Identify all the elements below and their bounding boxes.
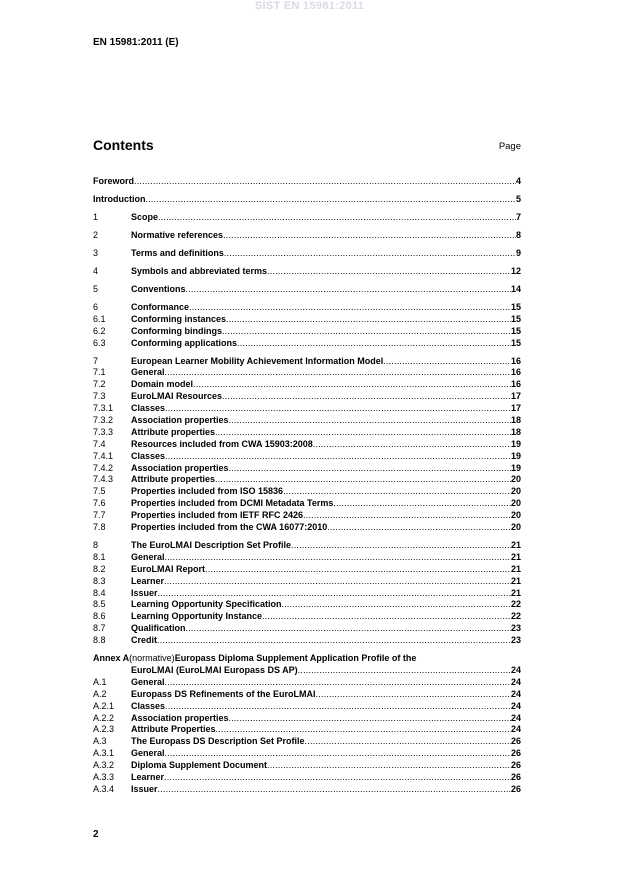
toc-entry-number: 7.3.3 [93, 426, 114, 437]
toc-entry-page: 20 [510, 498, 521, 509]
toc-entry-number: A.3.4 [93, 783, 115, 794]
toc-entry-number: A.2.2 [93, 712, 115, 723]
toc-entry[interactable] [93, 338, 521, 350]
toc-entry-page: 18 [510, 415, 521, 425]
toc-entry[interactable] [93, 427, 521, 439]
toc-entry-title: European Learner Mobility Achievement Information Model [131, 355, 384, 366]
toc-entry[interactable] [93, 623, 521, 635]
toc-entry-title: Europass DS Refinements of the EuroLMAI [131, 688, 316, 699]
toc-entry-title: Association properties [131, 712, 229, 723]
toc-entry-number: A.3 [93, 736, 107, 747]
toc-entry[interactable] [93, 677, 521, 689]
annex-heading[interactable] [93, 653, 521, 665]
toc-entry-title: Association properties [131, 462, 229, 473]
toc-entry-title: Learner [131, 575, 165, 586]
toc-entry-title: Properties included from the CWA 16077:2010 [131, 522, 328, 533]
toc-entry-page: 22 [510, 599, 521, 610]
toc-entry-number: 7.1 [93, 367, 106, 378]
toc-entry[interactable] [93, 772, 521, 784]
toc-entry-title: Domain model [131, 379, 194, 390]
annex-heading-continued[interactable] [93, 665, 521, 677]
toc-entry-number: 7.4.1 [93, 450, 114, 461]
toc-entry[interactable] [93, 302, 521, 314]
toc-entry-title: Conventions [131, 283, 186, 294]
toc-entry[interactable] [93, 230, 521, 242]
toc-entry[interactable] [93, 486, 521, 498]
toc-entry-page: 23 [510, 635, 521, 646]
toc-entry-page: 24 [510, 712, 521, 723]
toc-entry-title: General [131, 551, 165, 562]
toc-entry-page: 9 [515, 247, 521, 258]
contents-heading: Contents [93, 137, 154, 153]
toc-entry-page: 26 [510, 736, 521, 747]
toc-entry-title: General [131, 748, 165, 759]
page-number: 2 [93, 829, 99, 840]
toc-entry-page: 20 [510, 522, 521, 533]
toc-entry-number: A.3.3 [93, 772, 115, 783]
toc-entry-title: Association properties [131, 415, 229, 425]
toc-entry[interactable] [93, 176, 521, 188]
toc-entry-number: A.2.1 [93, 700, 115, 711]
toc-entry-number: 8.5 [93, 599, 106, 610]
toc-entry[interactable] [93, 588, 521, 600]
toc-entry-page: 20 [510, 474, 521, 485]
toc-entry[interactable] [93, 576, 521, 588]
toc-entry-title: EuroLMAI Resources [131, 391, 223, 402]
toc-entry-number: 7 [93, 355, 99, 366]
toc-entry-title: Qualification [131, 623, 186, 634]
toc-entry[interactable] [93, 498, 521, 510]
toc-entry-title: Diploma Supplement Document [131, 760, 268, 771]
toc-entry-page: 22 [510, 611, 521, 622]
toc-entry[interactable] [93, 784, 521, 796]
toc-entry-number: 5 [93, 283, 99, 294]
toc-entry-page: 19 [510, 462, 521, 473]
toc-entry-number: 1 [93, 211, 99, 222]
toc-entry-page: 20 [510, 486, 521, 497]
toc-entry-number: A.1 [93, 676, 107, 687]
toc-entry-title: Conformance [131, 301, 190, 312]
toc-entry-title: Classes [131, 450, 166, 461]
toc-entry-number: 7.3.2 [93, 415, 114, 425]
toc-entry-page: 15 [510, 325, 521, 336]
toc-entry-page: 7 [515, 211, 521, 222]
toc-entry[interactable] [93, 367, 521, 379]
toc-entry-title: Properties included from DCMI Metadata Terms [131, 498, 334, 509]
toc-entry-page: 18 [510, 426, 521, 437]
toc-entry-page: 23 [510, 623, 521, 634]
toc-entry[interactable] [93, 326, 521, 338]
toc-entry-number: 3 [93, 247, 99, 258]
document-id: EN 15981:2011 (E) [93, 37, 179, 48]
toc-entry-title: Learning Opportunity Specification [131, 599, 282, 610]
toc-entry[interactable] [93, 713, 521, 725]
toc-entry-number: 7.3 [93, 391, 106, 402]
toc-entry-title: General [131, 676, 165, 687]
toc-entry[interactable] [93, 266, 521, 278]
toc-entry-title: Learning Opportunity Instance [131, 611, 263, 622]
toc-entry-title: Terms and definitions [131, 247, 224, 258]
annex-label: Annex A [93, 653, 130, 664]
toc-entry-title: EuroLMAI Report [131, 563, 205, 574]
toc-entry[interactable] [93, 540, 521, 552]
toc-entry-number: 8.2 [93, 563, 106, 574]
toc-entry-page: 12 [510, 265, 521, 276]
toc-entry-number: 7.6 [93, 498, 106, 509]
toc-entry-number: 7.4 [93, 438, 106, 449]
toc-entry-title: Conforming applications [131, 337, 238, 348]
toc-entry-page: 16 [510, 379, 521, 390]
toc-entry-number: 8.6 [93, 611, 106, 622]
toc-entry-number: 7.8 [93, 522, 106, 533]
toc-entry-page: 20 [510, 510, 521, 521]
page-column-label: Page [498, 141, 521, 152]
toc-entry-number: 8.4 [93, 587, 106, 598]
toc-entry-page: 19 [510, 450, 521, 461]
toc-entry-title: Classes [131, 403, 166, 414]
toc-entry-page: 16 [510, 355, 521, 366]
toc-entry-number: 8.3 [93, 575, 106, 586]
toc-entry[interactable] [93, 760, 521, 772]
annex-title-continued: EuroLMAI (EuroLMAI Europass DS AP) [131, 665, 298, 675]
toc-entry[interactable] [93, 248, 521, 260]
toc-entry[interactable] [93, 391, 521, 403]
toc-entry-title: Issuer [131, 587, 158, 598]
toc-entry-title: Properties included from ISO 15836 [131, 486, 284, 497]
toc-entry-number: 6.1 [93, 313, 106, 324]
toc-entry-number: A.2.3 [93, 724, 115, 735]
toc-entry-title: Foreword [93, 176, 135, 186]
toc-entry[interactable] [93, 379, 521, 391]
toc-entry[interactable] [93, 552, 521, 564]
toc-entry-number: 7.3.1 [93, 403, 114, 414]
toc-entry[interactable] [93, 611, 521, 623]
toc-entry[interactable] [93, 474, 521, 486]
toc-entry[interactable] [93, 748, 521, 760]
toc-entry-page: 8 [515, 229, 521, 240]
toc-entry-number: 6.3 [93, 337, 106, 348]
toc-entry[interactable] [93, 635, 521, 647]
toc-entry[interactable] [93, 510, 521, 522]
toc-entry[interactable] [93, 522, 521, 534]
toc-entry-number: 6 [93, 301, 99, 312]
toc-entry-page: 16 [510, 367, 521, 378]
toc-entry[interactable] [93, 463, 521, 475]
annex-normative-label: (normative) [129, 653, 175, 664]
toc-entry-page: 15 [510, 301, 521, 312]
toc-entry-page: 19 [510, 438, 521, 449]
toc-entry-page: 21 [510, 563, 521, 574]
toc-entry-number: 8.1 [93, 551, 106, 562]
toc-entry[interactable] [93, 689, 521, 701]
toc-entry[interactable] [93, 564, 521, 576]
toc-entry-number: 8.7 [93, 623, 106, 634]
toc-entry-number: A.3.2 [93, 760, 115, 771]
toc-entry-title: Credit [131, 635, 158, 646]
toc-entry[interactable] [93, 439, 521, 451]
toc-entry-title: Conforming instances [131, 313, 227, 324]
toc-entry-number: 8 [93, 540, 99, 550]
toc-entry-page: 24 [510, 688, 521, 699]
toc-entry-page: 21 [510, 540, 521, 550]
toc-entry-title: The Europass DS Description Set Profile [131, 736, 305, 747]
toc-entry-title: Scope [131, 211, 159, 222]
toc-entry-page: 17 [510, 403, 521, 414]
toc-entry[interactable] [93, 724, 521, 736]
toc-entry-page: 24 [510, 665, 521, 675]
toc-entry-number: 8.8 [93, 635, 106, 646]
toc-entry-page: 24 [510, 700, 521, 711]
toc-entry-title: The EuroLMAI Description Set Profile [131, 540, 292, 550]
toc-entry[interactable] [93, 356, 521, 368]
toc-entry-page: 26 [510, 760, 521, 771]
toc-entry[interactable] [93, 194, 521, 206]
toc-entry-title: Attribute properties [131, 474, 216, 485]
toc-entry-number: 7.5 [93, 486, 106, 497]
toc-entry-title: Symbols and abbreviated terms [131, 265, 268, 276]
toc-entry-number: 2 [93, 229, 99, 240]
toc-entry-number: 4 [93, 265, 99, 276]
toc-entry[interactable] [93, 212, 521, 224]
toc-entry-page: 24 [510, 676, 521, 687]
toc-entry-page: 15 [510, 313, 521, 324]
toc-entry-number: 7.4.3 [93, 474, 114, 485]
toc-entry-title: Properties included from IETF RFC 2426 [131, 510, 304, 521]
toc-entry-number: 7.2 [93, 379, 106, 390]
toc-entry-title: Attribute Properties [131, 724, 216, 735]
toc-entry-page: 26 [510, 772, 521, 783]
toc-entry-page: 5 [515, 193, 521, 204]
toc-entry-title: Introduction [93, 193, 146, 204]
toc-entry-title: Classes [131, 700, 166, 711]
toc-entry[interactable] [93, 599, 521, 611]
toc-entry[interactable] [93, 403, 521, 415]
watermark: SIST EN 15981:2011 [254, 0, 365, 12]
toc-entry-page: 24 [510, 724, 521, 735]
toc-entry-number: 7.4.2 [93, 462, 114, 473]
toc-entry[interactable] [93, 415, 521, 427]
toc-entry-page: 4 [515, 176, 521, 186]
toc-entry-number: A.3.1 [93, 748, 115, 759]
toc-entry[interactable] [93, 314, 521, 326]
toc-entry-page: 21 [510, 575, 521, 586]
toc-entry-title: General [131, 367, 165, 378]
toc-entry[interactable] [93, 701, 521, 713]
annex-title: Europass Diploma Supplement Application Profile of the [174, 653, 417, 664]
toc-entry-page: 26 [510, 748, 521, 759]
toc-entry-page: 26 [510, 783, 521, 794]
toc-entry-page: 14 [510, 283, 521, 294]
toc-entry[interactable] [93, 284, 521, 296]
toc-entry-page: 17 [510, 391, 521, 402]
toc-entry-title: Conforming bindings [131, 325, 222, 336]
toc-entry-number: 7.7 [93, 510, 106, 521]
toc-entry-page: 15 [510, 337, 521, 348]
toc-entry-title: Learner [131, 772, 165, 783]
toc-entry-title: Issuer [131, 783, 158, 794]
toc-entry-title: Resources included from CWA 15903:2008 [131, 438, 313, 449]
toc-entry-number: A.2 [93, 688, 107, 699]
table-of-contents [93, 176, 521, 796]
toc-entry-title: Normative references [131, 229, 224, 240]
toc-entry-page: 21 [510, 587, 521, 598]
toc-entry-page: 21 [510, 551, 521, 562]
toc-entry-number: 6.2 [93, 325, 106, 336]
toc-entry[interactable] [93, 451, 521, 463]
toc-entry[interactable] [93, 736, 521, 748]
toc-entry-title: Attribute properties [131, 426, 216, 437]
